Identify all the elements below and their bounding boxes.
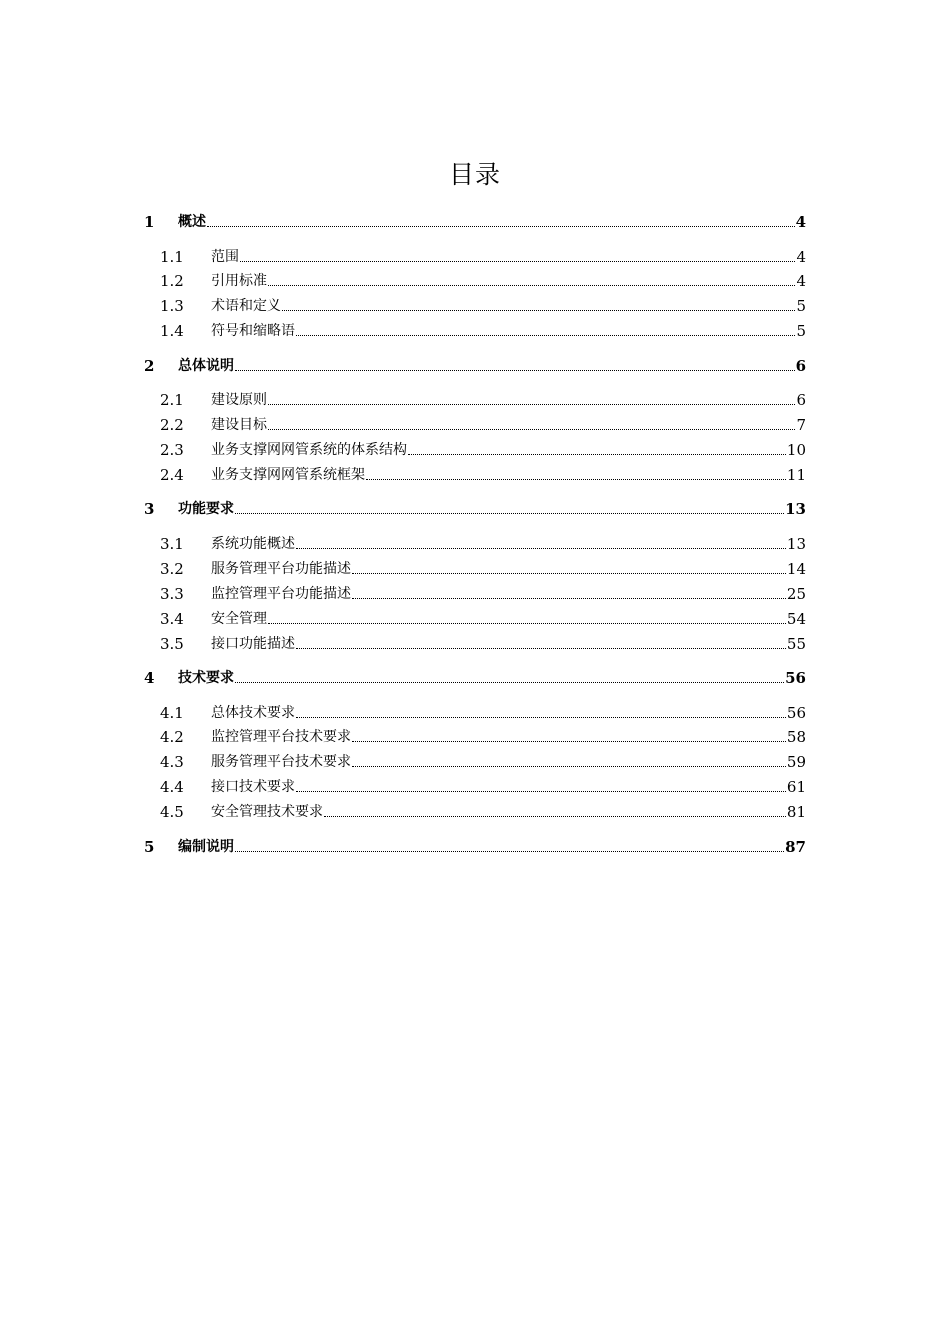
toc-entry-number: 2.4 <box>160 465 184 484</box>
toc-chapter-entry[interactable] <box>144 664 806 688</box>
toc-entry-number: 3.3 <box>160 584 184 603</box>
toc-entry-page-number: 87 <box>785 837 806 856</box>
toc-dot-leader <box>352 752 786 772</box>
toc-entry-page-number: 6 <box>796 391 806 410</box>
toc-entry-label: 安全管理技术要求 <box>211 804 323 821</box>
toc-entry-number: 2 <box>144 356 155 375</box>
toc-entry-page-number: 10 <box>786 441 806 459</box>
toc-dot-leader <box>268 271 795 291</box>
toc-entry-page-number: 13 <box>786 534 806 553</box>
toc-dot-leader <box>207 212 795 232</box>
toc-section-entry[interactable] <box>144 630 806 654</box>
toc-entry-number: 4 <box>144 669 155 687</box>
toc-entry-label: 建设目标 <box>211 417 267 434</box>
toc-section-entry[interactable] <box>144 723 806 747</box>
toc-entry-number: 2.3 <box>160 441 184 459</box>
toc-title: 目录 <box>448 160 501 189</box>
toc-entry-label: 总体技术要求 <box>211 704 295 721</box>
toc-entry-number: 3 <box>144 500 155 519</box>
toc-section-entry[interactable] <box>144 292 806 316</box>
toc-chapter-entry[interactable] <box>144 208 806 232</box>
toc-entry-label: 接口功能描述 <box>211 635 295 652</box>
toc-entry-number: 4.5 <box>160 803 184 822</box>
toc-entry-label: 系统功能概述 <box>211 535 295 552</box>
toc-entry-number: 4.3 <box>160 753 184 772</box>
toc-section-entry[interactable] <box>144 530 806 554</box>
toc-entry-label: 总体说明 <box>178 357 234 374</box>
toc-entry-number: 1.4 <box>160 322 184 341</box>
toc-entry-number: 3.5 <box>160 634 184 653</box>
toc-section-entry[interactable] <box>144 773 806 797</box>
toc-dot-leader <box>296 634 786 654</box>
toc-dot-leader <box>268 609 786 629</box>
toc-entry-number: 4.4 <box>160 778 184 797</box>
toc-entry-page-number: 4 <box>795 213 806 231</box>
toc-entry-page-number: 56 <box>786 703 806 722</box>
toc-entry-label: 安全管理 <box>211 610 267 627</box>
toc-entry-page-number: 56 <box>785 669 806 687</box>
toc-section-entry[interactable] <box>144 605 806 629</box>
toc-entry-label: 服务管理平台技术要求 <box>211 754 351 771</box>
toc-dot-leader <box>235 356 795 376</box>
toc-entry-label: 符号和缩略语 <box>211 323 295 340</box>
toc-entry-label: 引用标准 <box>211 273 267 290</box>
toc-entry-page-number: 54 <box>786 609 806 628</box>
toc-section-entry[interactable] <box>144 267 806 291</box>
toc-entry-number: 3.1 <box>160 534 184 553</box>
toc-entry-page-number: 59 <box>786 753 806 772</box>
toc-dot-leader <box>408 440 786 460</box>
toc-dot-leader <box>240 247 795 267</box>
toc-entry-page-number: 7 <box>796 416 806 435</box>
toc-section-entry[interactable] <box>144 243 806 267</box>
toc-dot-leader <box>352 727 786 747</box>
toc-dot-leader <box>324 802 786 822</box>
toc-dot-leader <box>282 296 795 316</box>
toc-section-entry[interactable] <box>144 798 806 822</box>
toc-section-entry[interactable] <box>144 436 806 460</box>
toc-dot-leader <box>235 499 784 519</box>
toc-entry-label: 范围 <box>211 248 239 265</box>
toc-dot-leader <box>235 837 784 857</box>
toc-entry-page-number: 4 <box>796 247 806 266</box>
toc-entry-number: 4.1 <box>160 703 184 722</box>
toc-chapter-entry[interactable] <box>144 495 806 519</box>
toc-dot-leader <box>268 415 795 435</box>
toc-entry-page-number: 58 <box>786 728 806 747</box>
toc-entry-label: 业务支撑网网管系统的体系结构 <box>211 442 407 458</box>
toc-dot-leader <box>268 390 795 410</box>
toc-entry-page-number: 4 <box>796 272 806 291</box>
toc-entry-page-number: 5 <box>796 322 806 341</box>
toc-entry-label: 接口技术要求 <box>211 779 295 796</box>
toc-dot-leader <box>352 559 786 579</box>
toc-entry-page-number: 81 <box>786 803 806 822</box>
toc-entry-label: 建设原则 <box>211 392 267 409</box>
toc-chapter-entry[interactable] <box>144 833 806 857</box>
toc-section-entry[interactable] <box>144 699 806 723</box>
toc-entry-page-number: 61 <box>786 778 806 797</box>
toc-entry-label: 监控管理平台技术要求 <box>211 729 351 746</box>
toc-section-entry[interactable] <box>144 317 806 341</box>
toc-entry-label: 业务支撑网网管系统框架 <box>211 466 365 483</box>
toc-entry-number: 3.2 <box>160 559 184 578</box>
toc-entry-label: 技术要求 <box>178 670 234 686</box>
toc-section-entry[interactable] <box>144 411 806 435</box>
toc-dot-leader <box>296 777 786 797</box>
toc-entry-label: 服务管理平台功能描述 <box>211 560 351 577</box>
toc-entry-number: 1.1 <box>160 247 184 266</box>
toc-dot-leader <box>235 668 784 688</box>
toc-entry-page-number: 55 <box>786 634 806 653</box>
toc-entry-page-number: 25 <box>786 584 806 603</box>
toc-dot-leader <box>296 321 795 341</box>
toc-section-entry[interactable] <box>144 461 806 485</box>
toc-entry-label: 监控管理平台功能描述 <box>211 585 351 602</box>
toc-entry-page-number: 6 <box>795 356 806 375</box>
toc-dot-leader <box>296 534 786 554</box>
toc-entry-page-number: 14 <box>786 559 806 578</box>
toc-entry-number: 5 <box>144 837 155 856</box>
toc-entry-number: 2.2 <box>160 416 184 435</box>
toc-entry-page-number: 11 <box>786 465 806 484</box>
toc-chapter-entry[interactable] <box>144 352 806 376</box>
toc-entry-label: 术语和定义 <box>211 298 281 315</box>
toc-entry-label: 编制说明 <box>178 838 234 855</box>
toc-entry-page-number: 13 <box>785 500 806 519</box>
toc-entry-number: 3.4 <box>160 609 184 628</box>
toc-section-entry[interactable] <box>144 748 806 772</box>
toc-entry-label: 概述 <box>178 214 206 230</box>
toc-entry-number: 1.3 <box>160 297 184 316</box>
toc-dot-leader <box>296 703 786 723</box>
toc-section-entry[interactable] <box>144 555 806 579</box>
toc-section-entry[interactable] <box>144 386 806 410</box>
toc-entry-number: 1.2 <box>160 272 184 291</box>
toc-entry-number: 4.2 <box>160 728 184 747</box>
toc-section-entry[interactable] <box>144 580 806 604</box>
toc-entry-page-number: 5 <box>796 297 806 316</box>
toc-dot-leader <box>352 584 786 604</box>
toc-entry-number: 2.1 <box>160 391 184 410</box>
toc-entry-number: 1 <box>144 213 155 231</box>
toc-dot-leader <box>366 465 786 485</box>
toc-entry-label: 功能要求 <box>178 501 234 518</box>
